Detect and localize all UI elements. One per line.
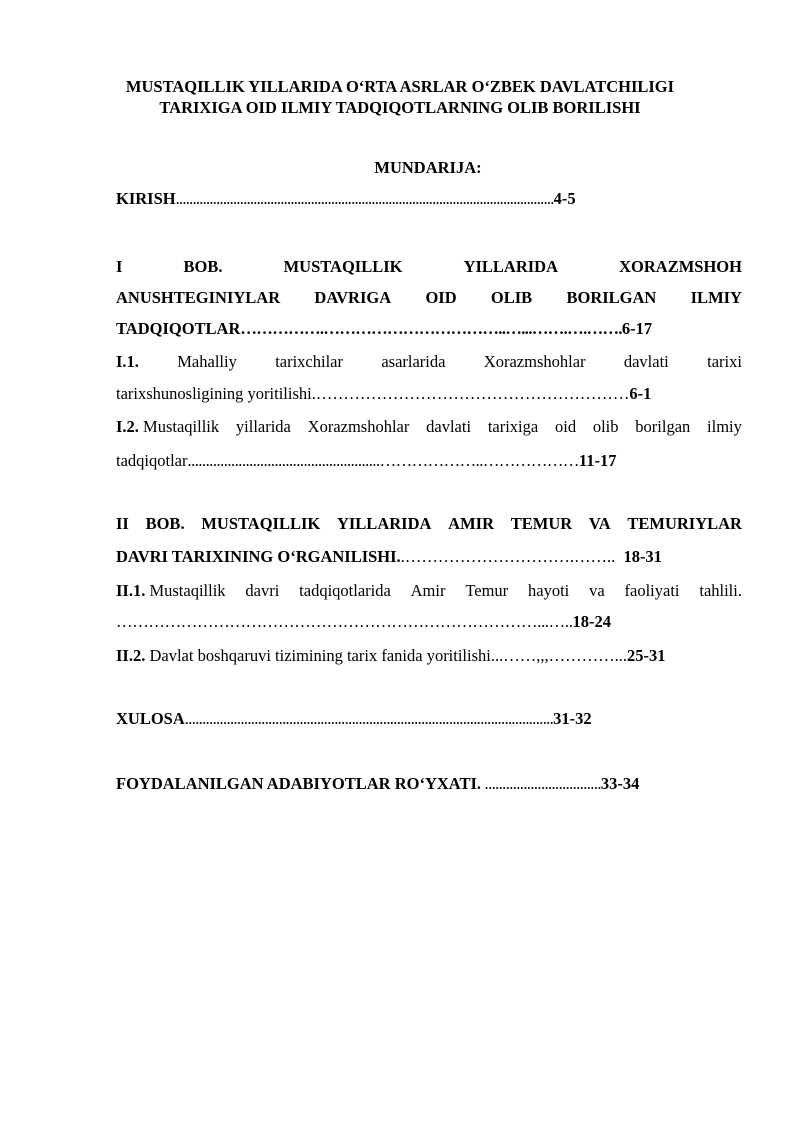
toc-chapter1-pages: 6-17 <box>621 319 653 338</box>
toc-chapter1-line1[interactable] <box>116 256 742 278</box>
toc-heading: MUNDARIJA: <box>374 158 482 177</box>
toc-s12-w1: yillarida <box>235 417 291 436</box>
toc-chapter1-line2[interactable] <box>116 287 742 309</box>
toc-intro-pages: 4-5 <box>553 189 576 208</box>
toc-entry-conclusion[interactable] <box>116 708 592 730</box>
toc-section-1-1-line1[interactable] <box>116 351 742 373</box>
toc-chapter1-l2-w1: DAVRIGA <box>314 288 392 307</box>
toc-s11-pages: 6-1 <box>629 384 652 403</box>
toc-section-2-2[interactable] <box>116 645 666 667</box>
toc-chapter1-l2-w2: OID <box>425 288 457 307</box>
toc-chapter1-label: TADQIQOTLAR <box>116 319 241 338</box>
toc-s21-w5: hayoti <box>528 581 570 600</box>
document-title: MUSTAQILLIK YILLARIDA O‘RTA ASRLAR O‘ZBEK DAVLATCHILIGI TARIXIGA OID ILMIY TADQIQOTLARNING OLIB BORILISHI <box>125 77 675 117</box>
toc-s12-w6: olib <box>592 417 619 436</box>
toc-chapter1-w1: BOB. <box>183 257 223 276</box>
toc-s12-w8: ilmiy <box>707 417 742 436</box>
toc-section-2-1-line2[interactable] <box>116 611 611 633</box>
toc-s21-w2: tadqiqotlarida <box>299 581 391 600</box>
toc-chapter1-w3: YILLARIDA <box>463 257 559 276</box>
toc-chapter2-line2[interactable] <box>116 546 662 568</box>
toc-chapter2-dots: .………………………….…….. <box>400 547 616 566</box>
toc-intro-dots: ................................................................................................................ <box>175 189 554 208</box>
toc-chapter2-w3: YILLARIDA <box>336 514 432 533</box>
toc-entry-references[interactable] <box>116 773 639 795</box>
toc-s22-text: Davlat boshqaruvi tizimining tarix fanida yoritilishi <box>149 646 491 665</box>
toc-conclusion-label: XULOSA <box>116 709 185 728</box>
toc-s11-w3: Xorazmshohlar <box>483 352 586 371</box>
toc-chapter1-dots: …………….……………………………..…...…….….……. <box>240 319 622 338</box>
toc-section-2-2-number: II.2. <box>116 646 146 665</box>
toc-section-1-1-line2[interactable] <box>116 383 651 405</box>
toc-references-pages: 33-34 <box>600 774 640 793</box>
toc-entry-intro[interactable] <box>116 188 576 210</box>
toc-chapter2-w2: MUSTAQILLIK <box>201 514 321 533</box>
toc-chapter2-w5: TEMUR <box>510 514 573 533</box>
toc-chapter1-line3[interactable] <box>116 318 652 340</box>
toc-section-1-1-number: I.1. <box>116 352 139 371</box>
toc-references-dots: ................................. <box>481 774 601 793</box>
toc-s12-pages: 11-17 <box>578 451 617 470</box>
toc-s21-pages: 18-24 <box>572 612 612 631</box>
toc-chapter1-w0: I <box>116 257 123 276</box>
toc-chapter1-l2-w5: ILMIY <box>690 288 742 307</box>
toc-chapter2-w1: BOB. <box>145 514 185 533</box>
toc-s12-line2: tadqiqotlar <box>116 451 188 470</box>
toc-s11-w4: davlati <box>623 352 669 371</box>
toc-s11-w0: Mahalliy <box>177 352 237 371</box>
toc-s22-pages: 25-31 <box>627 646 666 665</box>
toc-chapter1-w2: MUSTAQILLIK <box>283 257 403 276</box>
toc-s11-w2: asarlarida <box>381 352 446 371</box>
toc-s22-dots: ...……,,,…………... <box>490 646 627 665</box>
toc-chapter2-label: DAVRI TARIXINING O‘RGANILISHI. <box>116 547 401 566</box>
toc-section-1-2-line2[interactable] <box>116 450 616 472</box>
toc-chapter1-l2-w0: ANUSHTEGINIYLAR <box>116 288 281 307</box>
toc-s12-w7: borilgan <box>635 417 691 436</box>
toc-s12-w3: davlati <box>426 417 472 436</box>
toc-s11-line2: tarixshunosligining yoritilishi <box>116 384 312 403</box>
toc-references-label: FOYDALANILGAN ADABIYOTLAR RO‘YXATI. <box>116 774 482 793</box>
toc-s21-w1: davri <box>245 581 280 600</box>
toc-section-1-2-number: I.2. <box>116 417 139 436</box>
toc-chapter1-w4: XORAZMSHOH <box>619 257 742 276</box>
toc-chapter2-pages: 18-31 <box>623 547 662 566</box>
toc-s21-w4: Temur <box>465 581 509 600</box>
toc-chapter1-l2-w4: BORILGAN <box>566 288 657 307</box>
toc-intro-label: KIRISH <box>116 189 176 208</box>
toc-section-1-2-line1[interactable] <box>116 416 742 438</box>
toc-s21-dots: ……………………………………………………………………...….. <box>116 612 573 631</box>
toc-s21-w0: Mustaqillik <box>149 581 226 600</box>
toc-s11-w1: tarixchilar <box>275 352 343 371</box>
toc-s21-w7: faoliyati <box>624 581 680 600</box>
toc-chapter2-w7: TEMURIYLAR <box>627 514 742 533</box>
toc-s11-w5: tarixi <box>707 352 742 371</box>
toc-chapter2-w6: VA <box>588 514 611 533</box>
toc-s12-dots: .....................................................………………..……………… <box>187 451 579 470</box>
toc-section-2-1-number: II.1. <box>116 581 146 600</box>
toc-chapter1-l2-w3: OLIB <box>490 288 533 307</box>
toc-s12-w0: Mustaqillik <box>143 417 220 436</box>
toc-s21-w8: tahlili. <box>699 581 742 600</box>
toc-chapter2-w0: II <box>116 514 129 533</box>
toc-s12-w5: oid <box>554 417 577 436</box>
toc-conclusion-dots: .......................................................................................................... <box>184 709 554 728</box>
toc-s12-w2: Xorazmshohlar <box>307 417 410 436</box>
toc-chapter2-line1[interactable] <box>116 513 742 535</box>
toc-conclusion-pages: 31-32 <box>553 709 592 728</box>
toc-section-2-1-line1[interactable] <box>116 580 742 602</box>
toc-chapter2-w4: AMIR <box>448 514 494 533</box>
toc-s11-dots: .………………………………………………… <box>311 384 630 403</box>
toc-s21-w6: va <box>589 581 605 600</box>
toc-s12-w4: tarixiga <box>487 417 539 436</box>
toc-s21-w3: Amir <box>410 581 446 600</box>
